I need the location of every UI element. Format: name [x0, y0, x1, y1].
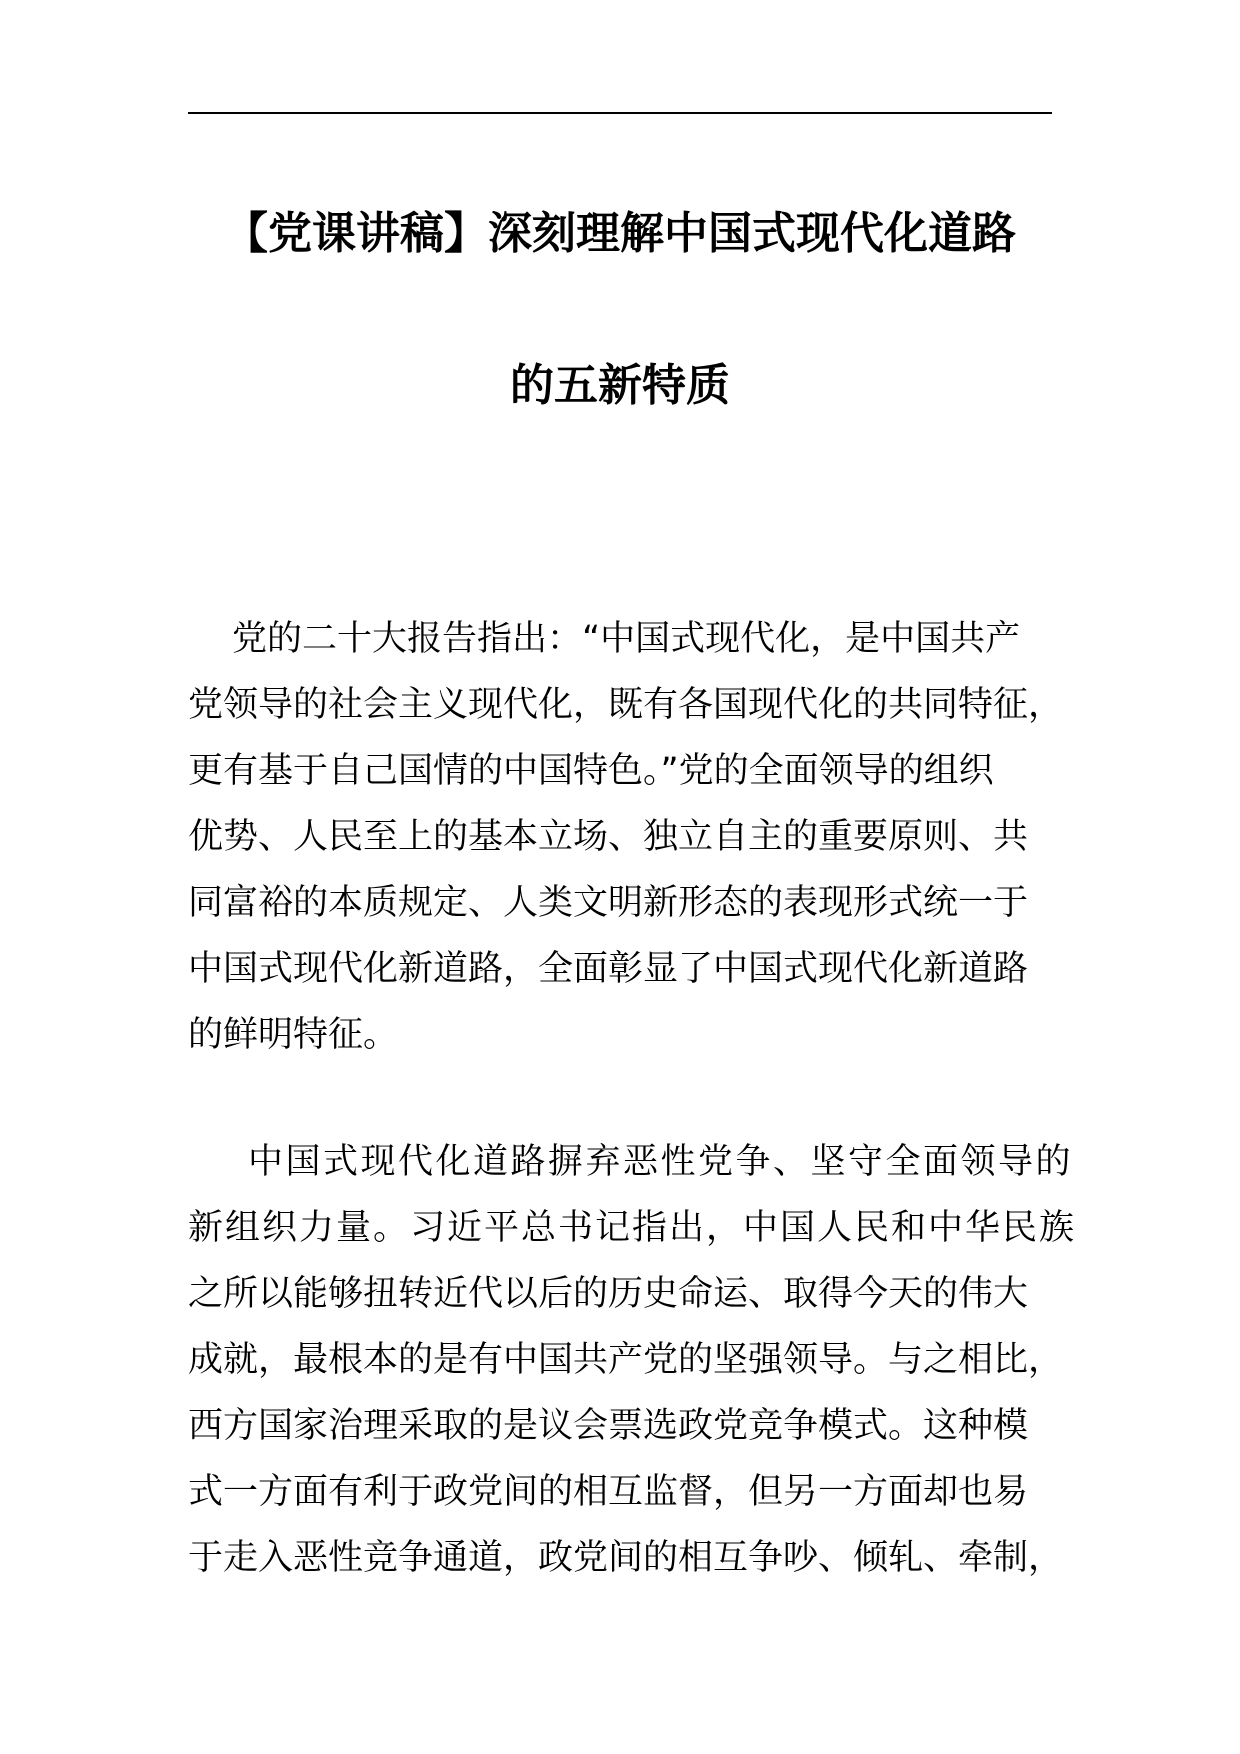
paragraph-line: 党领导的社会主义现代化，既有各国现代化的共同特征，	[188, 685, 1064, 725]
paragraph-line: 的鲜明特征。	[188, 1015, 399, 1055]
paragraph-line: 式一方面有利于政党间的相互监督，但另一方面却也易	[188, 1472, 1029, 1512]
paragraph-line: 更有基于自己国情的中国特色。”党的全面领导的组织	[188, 751, 994, 791]
paragraph-line: 党的二十大报告指出：“中国式现代化，是中国共产	[232, 619, 1021, 659]
paragraph-line: 优势、人民至上的基本立场、独立自主的重要原则、共	[188, 817, 1029, 857]
paragraph-line: 同富裕的本质规定、人类文明新形态的表现形式统一于	[188, 883, 1029, 923]
paragraph-line: 于走入恶性竞争通道，政党间的相互争吵、倾轧、牵制，	[188, 1538, 1064, 1578]
paragraph-line: 中国式现代化道路摒弃恶性党争、坚守全面领导的	[248, 1142, 1074, 1182]
paragraph-line: 成就，最根本的是有中国共产党的坚强领导。与之相比，	[188, 1340, 1064, 1380]
paragraph-line: 新组织力量。习近平总书记指出，中国人民和中华民族	[188, 1208, 1077, 1248]
paragraph-1	[188, 606, 1068, 1068]
paragraph-2	[188, 1129, 1077, 1591]
document-title-line-2: 的五新特质	[510, 360, 730, 411]
paragraph-line: 西方国家治理采取的是议会票选政党竞争模式。这种模	[188, 1406, 1029, 1446]
paragraph-line: 中国式现代化新道路，全面彰显了中国式现代化新道路	[188, 949, 1029, 989]
paragraph-line: 之所以能够扭转近代以后的历史命运、取得今天的伟大	[188, 1274, 1029, 1314]
header-rule	[188, 112, 1052, 114]
document-title-line-1: 【党课讲稿】深刻理解中国式现代化道路	[224, 208, 1016, 259]
